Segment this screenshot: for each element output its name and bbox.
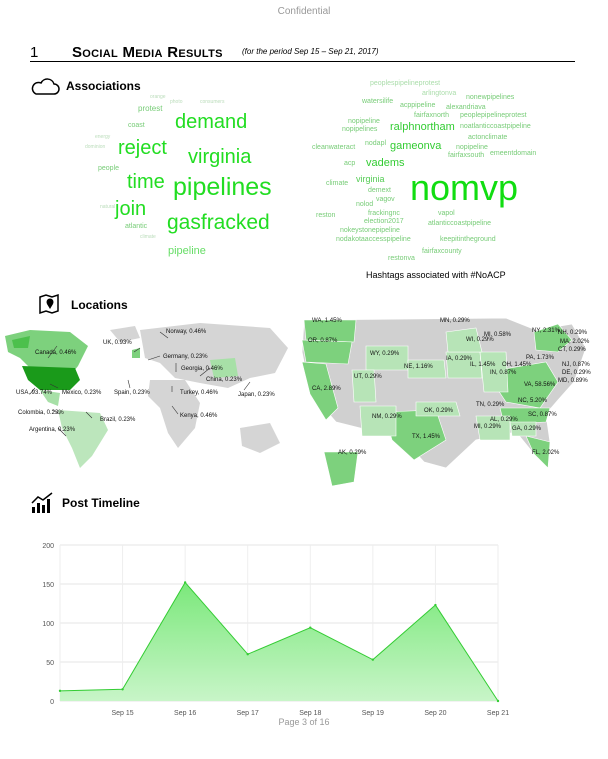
x-tick-label: Sep 17 [236, 710, 259, 717]
us-label-ut: UT, 0.29% [354, 374, 382, 380]
timeline-title: Post Timeline [62, 496, 140, 510]
cloud-word: atlantic [125, 223, 148, 230]
us-label-ny: NY, 2.31% [532, 328, 560, 334]
cloud-word: gasfracked [167, 211, 270, 234]
world-label-china: China, 0.23% [206, 377, 243, 383]
us-label-nm: NM, 0.29% [372, 414, 402, 420]
section-number: 1 [30, 44, 39, 61]
hashtag-word: fairfaxcounty [422, 248, 462, 255]
us-map [296, 312, 598, 500]
cloud-word: energy [95, 134, 111, 140]
us-label-oh: OH, 1.45% [502, 362, 532, 368]
hashtag-word: vadems [366, 157, 405, 169]
hashtag-caption: Hashtags associated with #NoACP [366, 270, 506, 280]
us-label-md: MD, 0.89% [558, 378, 588, 384]
x-tick-label: Sep 18 [299, 710, 322, 717]
us-label-sc: SC, 0.87% [528, 412, 557, 418]
cloud-word: consumers [200, 99, 225, 105]
section-heading [30, 44, 575, 62]
hashtag-word: vagov [376, 196, 395, 203]
page-number: Page 3 of 16 [278, 717, 330, 727]
us-label-ma: MA, 2.02% [560, 339, 590, 345]
us-label-ca: CA, 2.89% [312, 386, 341, 392]
hashtag-word: vapol [438, 210, 455, 217]
data-point [121, 688, 123, 690]
hashtag-word: watersilife [362, 98, 394, 105]
world-label-canada: Canada, 0.46% [35, 350, 77, 356]
us-label-pa: PA, 1.73% [526, 355, 554, 361]
us-label-ne: NE, 1.16% [404, 364, 433, 370]
cloud-word: time [127, 171, 165, 193]
hashtag-word: nopipeline [348, 118, 380, 125]
us-label-va: VA, 58.56% [524, 382, 556, 388]
hashtag-word: peoplepipelineprotest [460, 112, 527, 119]
cloud-word: climate [140, 234, 156, 240]
y-tick-label: 50 [46, 660, 54, 667]
hashtag-word: nodapl [365, 140, 387, 147]
us-label-nc: NC, 5.20% [518, 398, 548, 404]
cloud-word: demand [175, 111, 248, 133]
hashtag-word: noatlanticcoastpipeline [460, 123, 531, 130]
cloud-word: coast [128, 122, 145, 129]
hashtag-word: ralphnortham [390, 121, 455, 133]
hashtag-word: nonewpipelines [466, 94, 515, 101]
us-label-nh: NH, 0.29% [558, 330, 588, 336]
usa-region [22, 366, 80, 390]
world-label-germany: Germany, 0.23% [163, 354, 208, 360]
y-tick-label: 150 [42, 582, 54, 589]
us-label-al: AL, 0.29% [490, 417, 518, 423]
cloud-icon [30, 77, 60, 97]
cloud-word: photo [170, 99, 183, 105]
hashtag-word: alexandriava [446, 104, 486, 111]
us-label-mn: MN, 0.29% [440, 318, 470, 324]
data-point [184, 581, 186, 583]
x-tick-label: Sep 21 [486, 710, 510, 717]
world-label-spain: Spain, 0.23% [114, 390, 150, 396]
section-subtitle: (for the period Sep 15 – Sep 21, 2017) [242, 47, 379, 56]
hashtag-word: actonclimate [468, 134, 508, 141]
us-label-or: OR, 0.87% [308, 338, 338, 344]
section-title: Social Media Results [72, 44, 223, 61]
hashtag-word: nodakotaaccesspipeline [336, 236, 411, 243]
world-label-usa: USA, 93.74% [16, 390, 53, 396]
us-label-wa: WA, 1.45% [312, 318, 342, 324]
us-label-wi: WI, 0.29% [466, 337, 494, 343]
hashtag-word: restonva [388, 255, 415, 262]
cloud-word: people [98, 165, 120, 172]
us-label-mi-2: MI, 0.29% [474, 424, 502, 430]
hashtag-word: nopipeline [456, 144, 488, 151]
x-tick-label: Sep 16 [174, 710, 197, 717]
hashtag-word: keepitintheground [440, 236, 496, 243]
hashtag-word: nopipelines [342, 126, 378, 133]
cloud-word: pipelines [173, 173, 272, 201]
confidential-label: Confidential [277, 6, 331, 17]
hashtag-word: acppipeline [400, 102, 436, 109]
data-point [247, 653, 249, 655]
post-timeline-chart [28, 535, 588, 725]
hashtag-word: nokeystonepipeline [340, 227, 400, 234]
us-label-nj: NJ, 0.87% [562, 362, 590, 368]
association-word-cloud [80, 95, 310, 265]
world-label-brazil: Brazil, 0.23% [100, 417, 136, 423]
associations-title: Associations [66, 79, 141, 93]
us-label-ak: AK, 0.29% [338, 450, 367, 456]
hashtag-word: acp [344, 160, 356, 167]
hashtag-word: demext [368, 187, 391, 194]
us-label-ia: IA, 0.29% [446, 356, 473, 362]
cloud-word: orange [150, 94, 166, 100]
data-point [434, 604, 436, 606]
x-tick-label: Sep 20 [424, 710, 447, 717]
x-tick-label: Sep 15 [111, 710, 134, 717]
data-point [497, 700, 499, 702]
hashtag-word: climate [326, 180, 349, 187]
hashtag-word: gameonva [390, 140, 442, 152]
hashtag-word: fairfaxnorth [414, 112, 450, 119]
world-label-mexico: Mexico, 0.23% [62, 390, 102, 396]
hashtag-word: virginia [356, 174, 385, 184]
chart-icon [30, 491, 56, 515]
us-label-de: DE, 0.29% [562, 370, 591, 376]
us-label-ct: CT, 0.29% [558, 347, 586, 353]
data-point [372, 658, 374, 660]
world-label-turkey: Turkey, 0.46% [180, 390, 219, 396]
locations-title: Locations [71, 298, 128, 312]
hashtag-word: emeentdomain [490, 150, 537, 157]
cloud-word: pipeline [168, 245, 206, 257]
us-label-tx: TX, 1.45% [412, 434, 441, 440]
x-tick-label: Sep 19 [361, 710, 384, 717]
hashtag-word: fairfaxsouth [448, 152, 485, 159]
hashtag-word: arlingtonva [422, 90, 457, 97]
world-label-argentina: Argentina, 0.23% [29, 427, 76, 433]
us-label-mi: MI, 0.58% [484, 332, 512, 338]
world-label-georgia: Georgia, 0.46% [181, 366, 223, 372]
us-label-ga: GA, 0.29% [512, 426, 542, 432]
world-label-uk: UK, 0.93% [103, 340, 132, 346]
hashtag-word: reston [316, 212, 336, 219]
us-label-wy: WY, 0.29% [370, 351, 400, 357]
us-label-ok: OK, 0.29% [424, 408, 454, 414]
cloud-word: join [115, 198, 147, 220]
world-label-japan: Japan, 0.23% [238, 392, 275, 398]
hashtag-word: election2017 [364, 218, 404, 225]
us-label-il: IL, 1.45% [470, 362, 496, 368]
cloud-word: dominion [85, 144, 106, 150]
world-label-kenya: Kenya, 0.46% [180, 413, 218, 419]
cloud-word: natural [100, 204, 116, 210]
cloud-word: virginia [188, 146, 252, 168]
world-label-norway: Norway, 0.46% [166, 329, 207, 335]
us-label-tn: TN, 0.29% [476, 402, 505, 408]
hashtag-word: cleanwateract [312, 144, 356, 151]
y-tick-label: 100 [42, 621, 54, 628]
cloud-word: reject [118, 137, 167, 159]
map-pin-icon [38, 293, 64, 315]
hashtag-word: nomvp [410, 167, 519, 208]
y-tick-label: 200 [42, 543, 54, 550]
hashtag-word: nolod [356, 201, 374, 208]
hashtag-word-cloud [310, 78, 570, 268]
us-label-fl: FL, 2.02% [532, 450, 560, 456]
y-tick-label: 0 [50, 699, 54, 706]
us-label-in: IN, 0.87% [490, 370, 517, 376]
data-point [309, 626, 311, 628]
hashtag-word: frackingnc [368, 210, 400, 217]
cloud-word: protest [138, 104, 163, 113]
data-point [59, 690, 61, 692]
hashtag-word: atlanticcoastpipeline [428, 220, 492, 227]
world-map [0, 318, 295, 478]
hashtag-word: peoplespipelineprotest [370, 80, 441, 87]
world-label-colombia: Colombia, 0.23% [18, 410, 64, 416]
